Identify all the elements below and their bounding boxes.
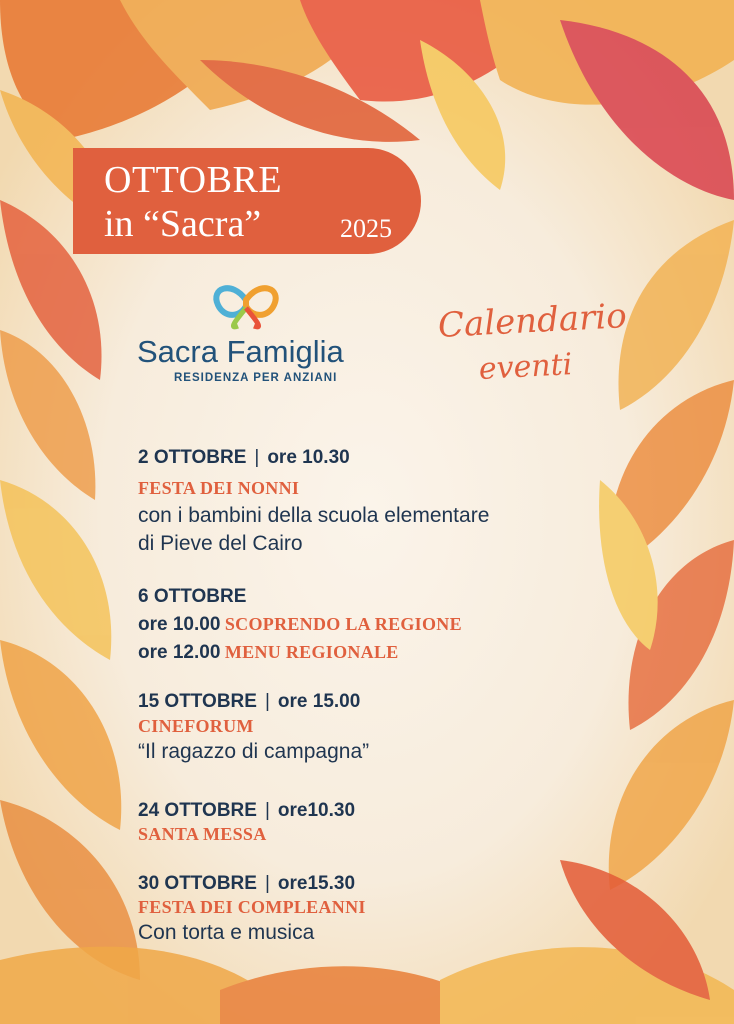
separator: | bbox=[264, 800, 270, 821]
event-3-datetime bbox=[138, 691, 360, 713]
event-date: 2 OTTOBRE bbox=[138, 447, 247, 468]
event-1-desc: di Pieve del Cairo bbox=[138, 532, 303, 555]
event-time: ore15.30 bbox=[277, 873, 356, 894]
event-time: ore10.30 bbox=[277, 800, 356, 821]
event-5-datetime bbox=[138, 873, 355, 895]
year-label: 2025 bbox=[340, 214, 392, 243]
event-3-title: CINEFORUM bbox=[138, 716, 254, 736]
event-date: 24 OTTOBRE bbox=[138, 800, 257, 821]
event-5-title: FESTA DEI COMPLEANNI bbox=[138, 897, 366, 917]
logo-tagline: RESIDENZA PER ANZIANI bbox=[174, 372, 338, 384]
separator: | bbox=[264, 873, 270, 894]
event-1-datetime bbox=[138, 447, 350, 469]
calendar-heading-line1: Calendario bbox=[437, 296, 628, 346]
event-date: 30 OTTOBRE bbox=[138, 873, 257, 894]
logo-name: Sacra Famiglia bbox=[137, 334, 344, 369]
slot-time: ore 12.00 bbox=[138, 642, 221, 663]
event-3-desc: “Il ragazzo di campagna” bbox=[138, 740, 370, 763]
slot-title: MENU REGIONALE bbox=[224, 642, 399, 662]
event-time: ore 15.00 bbox=[277, 691, 361, 712]
slot-time: ore 10.00 bbox=[138, 614, 221, 635]
separator: | bbox=[254, 447, 260, 468]
month-title: OTTOBRE bbox=[104, 159, 283, 201]
event-4-datetime bbox=[138, 800, 355, 822]
calendar-heading-line2: eventi bbox=[478, 347, 574, 387]
separator: | bbox=[264, 691, 270, 712]
slot-title: SCOPRENDO LA REGIONE bbox=[224, 614, 462, 634]
event-4-title: SANTA MESSA bbox=[138, 824, 267, 844]
event-1-title: FESTA DEI NONNI bbox=[138, 478, 300, 498]
event-5-desc: Con torta e musica bbox=[138, 921, 315, 944]
event-2-slot bbox=[138, 642, 399, 664]
event-2-date: 6 OTTOBRE bbox=[138, 586, 247, 607]
month-subtitle: in “Sacra” bbox=[104, 203, 262, 245]
event-date: 15 OTTOBRE bbox=[138, 691, 257, 712]
event-2-slot bbox=[138, 614, 462, 636]
event-1-desc: con i bambini della scuola elementare bbox=[138, 504, 490, 527]
event-time: ore 10.30 bbox=[267, 447, 350, 468]
